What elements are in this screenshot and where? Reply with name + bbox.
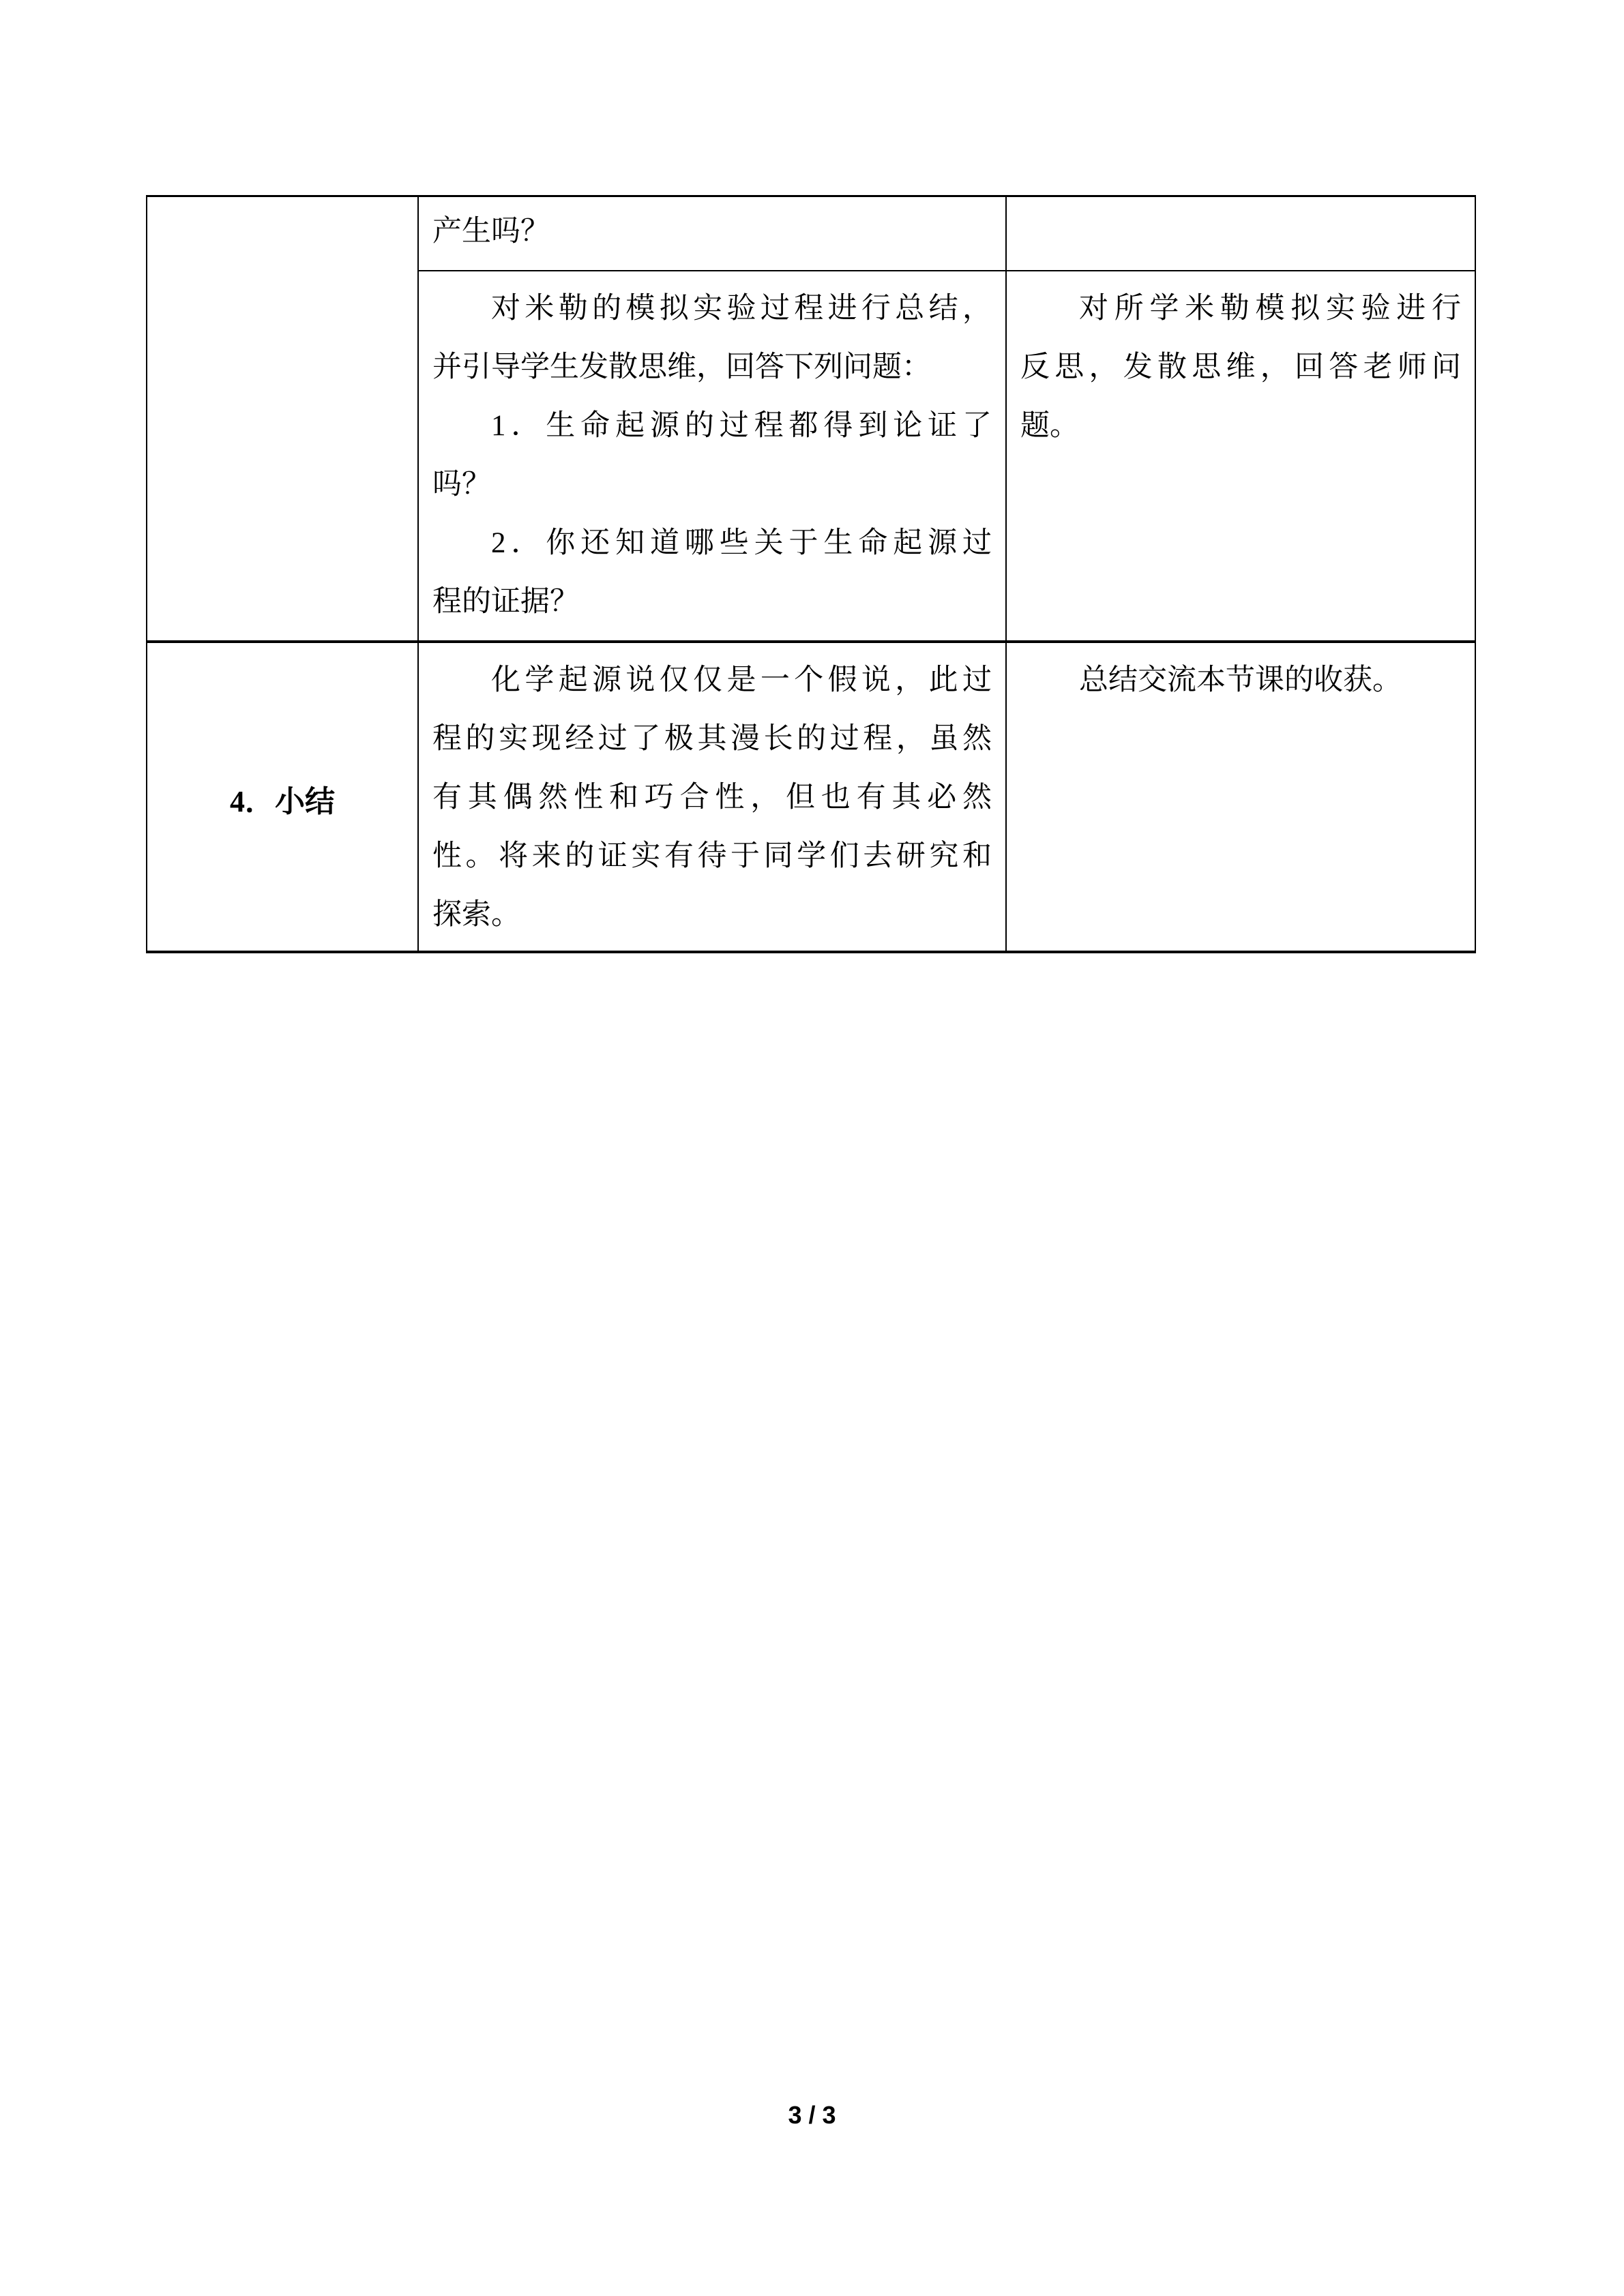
cell-text <box>432 211 992 253</box>
text-line: 并引导学生发散思维，回答下列问题： <box>432 351 931 383</box>
lesson-plan-table <box>146 195 1476 953</box>
text-line: 化学起源说仅仅是一个假说，此过 <box>491 664 992 696</box>
summary-student-activity-cell <box>1006 642 1475 952</box>
cell-text <box>1020 651 1461 710</box>
student-activity-continuation-cell <box>1006 196 1475 271</box>
text-line: 1．生命起源的过程都得到论证了 <box>491 410 992 442</box>
text-line: 吗？ <box>432 468 491 501</box>
text-line: 产生吗？ <box>432 215 550 248</box>
cell-text <box>432 651 992 944</box>
page-number: 3 / 3 <box>788 2101 836 2129</box>
table-row-continuation <box>147 196 1475 271</box>
text-line: 对所学米勒模拟实验进行 <box>1079 293 1461 325</box>
text-line: 有其偶然性和巧合性，但也有其必然 <box>432 781 992 814</box>
teacher-activity-continuation-cell <box>418 196 1006 271</box>
student-activity-cell <box>1006 271 1475 642</box>
cell-text <box>1020 280 1461 456</box>
teacher-activity-cell <box>418 271 1006 642</box>
text-line: 探索。 <box>432 899 520 931</box>
text-line: 题。 <box>1020 410 1079 442</box>
text-line: 程的证据？ <box>432 586 579 618</box>
cell-text <box>432 280 992 631</box>
summary-step-label: 4．小结 <box>147 642 418 952</box>
text-line: 反思，发散思维，回答老师问 <box>1020 351 1461 383</box>
step-label-cell-empty <box>147 196 418 642</box>
summary-teacher-activity-cell <box>418 642 1006 952</box>
text-line: 性。将来的证实有待于同学们去研究和 <box>432 840 992 872</box>
text-line: 2．你还知道哪些关于生命起源过 <box>491 527 992 559</box>
table-row-summary <box>147 642 1475 952</box>
text-line: 对米勒的模拟实验过程进行总结， <box>491 293 992 325</box>
text-line: 总结交流本节课的收获。 <box>1079 664 1402 696</box>
text-line: 程的实现经过了极其漫长的过程，虽然 <box>432 723 992 755</box>
